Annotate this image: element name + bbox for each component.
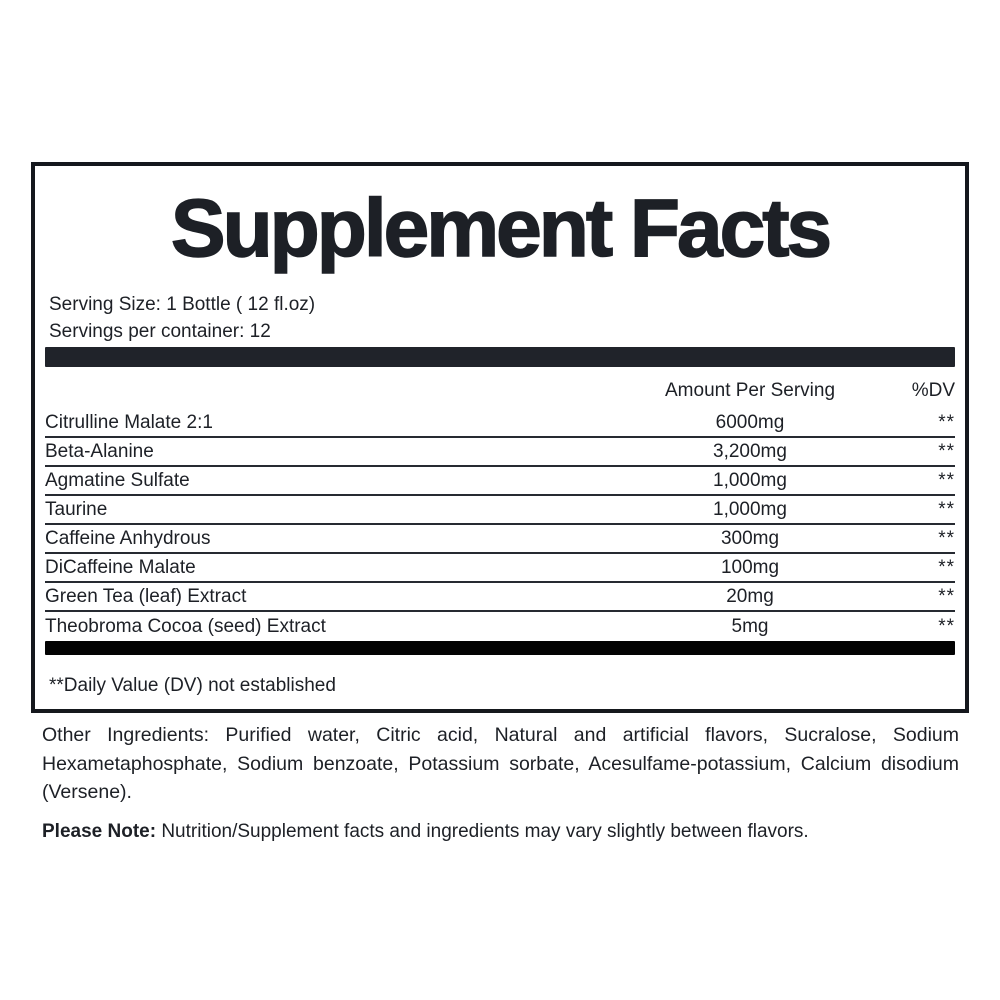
table-row bbox=[45, 496, 955, 525]
please-note-paragraph bbox=[42, 819, 959, 845]
percent-dv-header: %DV bbox=[911, 380, 955, 402]
ingredient-dv: ** bbox=[938, 586, 955, 608]
ingredient-amount: 3,200mg bbox=[713, 441, 787, 463]
ingredient-name: Agmatine Sulfate bbox=[45, 470, 190, 492]
ingredient-amount: 1,000mg bbox=[713, 470, 787, 492]
ingredient-dv: ** bbox=[938, 528, 955, 550]
please-note-label: Please Note: bbox=[42, 821, 157, 842]
table-row bbox=[45, 409, 955, 438]
ingredient-dv: ** bbox=[938, 557, 955, 579]
ingredient-name: Green Tea (leaf) Extract bbox=[45, 586, 247, 608]
please-note-text: Nutrition/Supplement facts and ingredients may vary slightly between flavors. bbox=[156, 821, 809, 842]
daily-value-footnote: **Daily Value (DV) not established bbox=[49, 675, 336, 697]
ingredient-amount: 100mg bbox=[720, 557, 780, 579]
ingredient-name: Caffeine Anhydrous bbox=[45, 528, 211, 550]
ingredient-amount: 5mg bbox=[731, 616, 769, 638]
amount-per-serving-header: Amount Per Serving bbox=[665, 380, 836, 402]
table-row bbox=[45, 583, 955, 612]
other-ingredients-paragraph: Other Ingredients: Purified water, Citric acid, Natural and artificial flavors, Sucralose, Sodium Hexametaphosphate, Sodium benzoate, Potassium sorbate, Acesulfame-potassium, Calcium disodium (Versene). bbox=[42, 724, 959, 803]
ingredient-name: Citrulline Malate 2:1 bbox=[45, 412, 213, 434]
ingredient-dv: ** bbox=[938, 412, 955, 434]
top-divider-bar bbox=[45, 347, 955, 367]
table-header-row bbox=[45, 367, 955, 409]
ingredient-name: DiCaffeine Malate bbox=[45, 557, 196, 579]
ingredient-name: Beta-Alanine bbox=[45, 441, 154, 463]
ingredient-amount: 300mg bbox=[720, 528, 780, 550]
table-row bbox=[45, 438, 955, 467]
panel-title: Supplement Facts bbox=[170, 183, 830, 274]
table-row bbox=[45, 525, 955, 554]
ingredient-table bbox=[45, 409, 955, 641]
table-row bbox=[45, 467, 955, 496]
ingredient-amount: 6000mg bbox=[715, 412, 785, 434]
table-row bbox=[45, 554, 955, 583]
ingredient-dv: ** bbox=[938, 499, 955, 521]
serving-size-line: Serving Size: 1 Bottle ( 12 fl.oz) bbox=[49, 294, 316, 316]
table-row bbox=[45, 612, 955, 641]
ingredient-name: Taurine bbox=[45, 499, 108, 521]
ingredient-amount: 1,000mg bbox=[713, 499, 787, 521]
servings-per-container-line: Servings per container: 12 bbox=[49, 321, 271, 343]
supplement-facts-panel bbox=[31, 162, 969, 713]
ingredient-dv: ** bbox=[938, 616, 955, 638]
ingredient-name: Theobroma Cocoa (seed) Extract bbox=[45, 616, 326, 638]
ingredient-amount: 20mg bbox=[726, 586, 774, 608]
ingredient-dv: ** bbox=[938, 441, 955, 463]
ingredient-dv: ** bbox=[938, 470, 955, 492]
bottom-divider-bar bbox=[45, 641, 955, 655]
